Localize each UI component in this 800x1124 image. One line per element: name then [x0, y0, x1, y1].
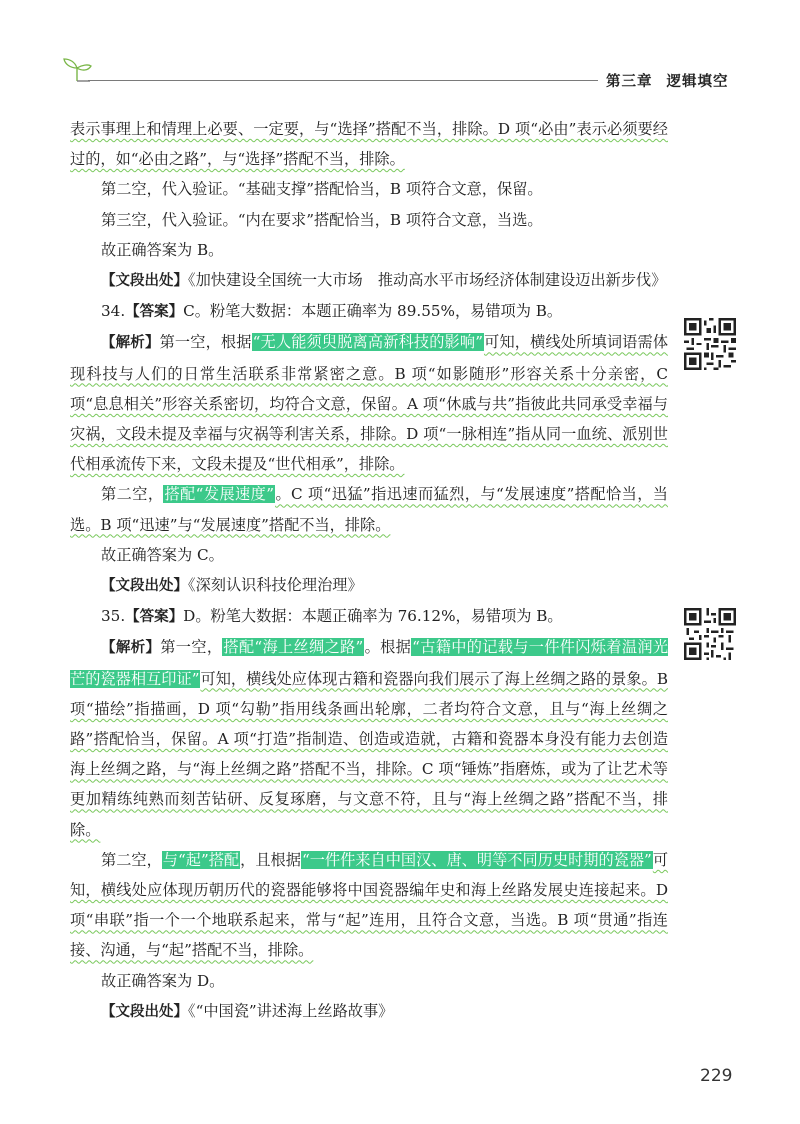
source-label: 【文段出处】: [101, 273, 188, 290]
source-text: 《“中国瓷”讲述海上丝路故事》: [188, 1001, 394, 1020]
analysis-35: [70, 632, 668, 844]
highlight: 与“起”搭配: [162, 850, 240, 869]
text-run: 第二空，: [101, 485, 164, 504]
page-number: 229: [700, 1066, 733, 1086]
text-run: 。C 项“迅猛”指迅速而猛烈，与“发展速度”搭配恰当，当选。B 项“迅速”与“发展速度”搭配不当，排除。: [70, 485, 668, 534]
source-label: 【文段出处】: [101, 1003, 188, 1020]
page-body: [70, 114, 668, 1027]
answer-label: 【答案】: [125, 609, 184, 626]
paragraph: 故正确答案为 D。: [101, 971, 225, 990]
qr-code-icon[interactable]: [684, 318, 736, 370]
leaf-sprout-icon: [60, 56, 94, 82]
paragraph: [70, 479, 668, 539]
paragraph: 第二空，代入验证。“基础支撑”搭配恰当，B 项符合文意，保留。: [101, 180, 543, 199]
highlight: “无人能须臾脱离高新科技的影响”: [252, 333, 483, 352]
text-run: 表示事理上和情理上必要、一定要，与“选择”搭配不当，排除。D 项“必由”表示必须要经过的，如“必由之路”，与“选择”搭配不当，排除。: [70, 120, 668, 169]
text-run: 。根据: [364, 638, 412, 657]
source-paragraph: [70, 265, 668, 296]
highlight: 搭配“发展速度”: [164, 485, 275, 504]
question-number: 35.: [101, 607, 126, 626]
text-run: 可知，横线处应体现历朝历代的瓷器能够将中国瓷器编年史和海上丝路发展史连接起来。D 项“串联”指一个一个地联系起来，常与“起”连用，且符合文意，当选。B 项“贯通”指连接、沟通，与“起”搭配不当，排除。: [70, 850, 669, 960]
highlight: “古籍中的记载与一件件闪烁着温润光芒的瓷器相互印证”: [70, 638, 669, 688]
text-run: 可知，横线处所填词语需体现科技与人们的日常生活联系非常紧密之意。B 项“如影随形”形容关系十分亲密，C 项“息息相关”形容关系密切，均符合文意，保留。A 项“休戚与共”指彼此共同承受幸福与灾祸，文段未提及幸福与灾祸等利害关系，排除。D 项“一脉相连”指从同一血统、派别世代相承流传下来，文段未提及“世代相承”，排除。: [70, 333, 669, 474]
chapter-header: [606, 70, 729, 91]
text-run: 可知，横线处应体现古籍和瓷器向我们展示了海上丝绸之路的景象。B 项“描绘”指描画，D 项“勾勒”指用线条画出轮廓，二者均符合文意，且与“海上丝绸之路”搭配恰当，保留。A 项“打造”指制造、创造或造就，古籍和瓷器本身没有能力去创造海上丝绸之路，与“海上丝绸之路”搭配不当，排除。C 项“锤炼”指磨炼，或为了让艺术等更加精练纯熟而刻苦钻研、反复琢磨，与文意不符，且与“海上丝绸之路”搭配不当，排除。: [70, 669, 668, 839]
answer-text: C。粉笔大数据：本题正确率为 89.55%，易错项为 B。: [183, 302, 563, 321]
answer-text: D。粉笔大数据：本题正确率为 76.12%，易错项为 B。: [183, 607, 563, 626]
analysis-label: 【解析】: [101, 640, 161, 657]
chapter-number: 第三章: [606, 74, 653, 90]
highlight: “一件件来自中国汉、唐、明等不同历史时期的瓷器”: [301, 850, 652, 869]
header-rule: [88, 80, 598, 81]
paragraph: 故正确答案为 B。: [101, 240, 224, 259]
answer-label: 【答案】: [125, 304, 184, 321]
source-paragraph: [70, 570, 668, 601]
question-number: 34.: [101, 302, 126, 321]
analysis-34: [70, 327, 668, 479]
chapter-title: 逻辑填空: [666, 74, 729, 90]
paragraph: 故正确答案为 C。: [101, 545, 224, 564]
paragraph: [70, 845, 668, 966]
source-label: 【文段出处】: [101, 578, 188, 595]
paragraph: 第三空，代入验证。“内在要求”搭配恰当，B 项符合文意，当选。: [101, 210, 543, 229]
source-text: 《加快建设全国统一大市场 推动高水平市场经济体制建设迈出新步伐》: [188, 271, 667, 290]
paragraph: [70, 114, 668, 174]
qr-code-icon[interactable]: [684, 608, 736, 660]
text-run: ，且根据: [240, 850, 301, 869]
source-text: 《深刻认识科技伦理治理》: [188, 576, 363, 595]
answer-35: [70, 601, 668, 632]
highlight: 搭配“海上丝绸之路”: [223, 638, 364, 657]
text-run: 第一空，根据: [159, 333, 252, 352]
answer-34: [70, 296, 668, 327]
analysis-label: 【解析】: [101, 335, 160, 352]
source-paragraph: [70, 996, 668, 1027]
text-run: 第二空，: [101, 850, 162, 869]
text-run: 第一空，: [160, 638, 223, 657]
